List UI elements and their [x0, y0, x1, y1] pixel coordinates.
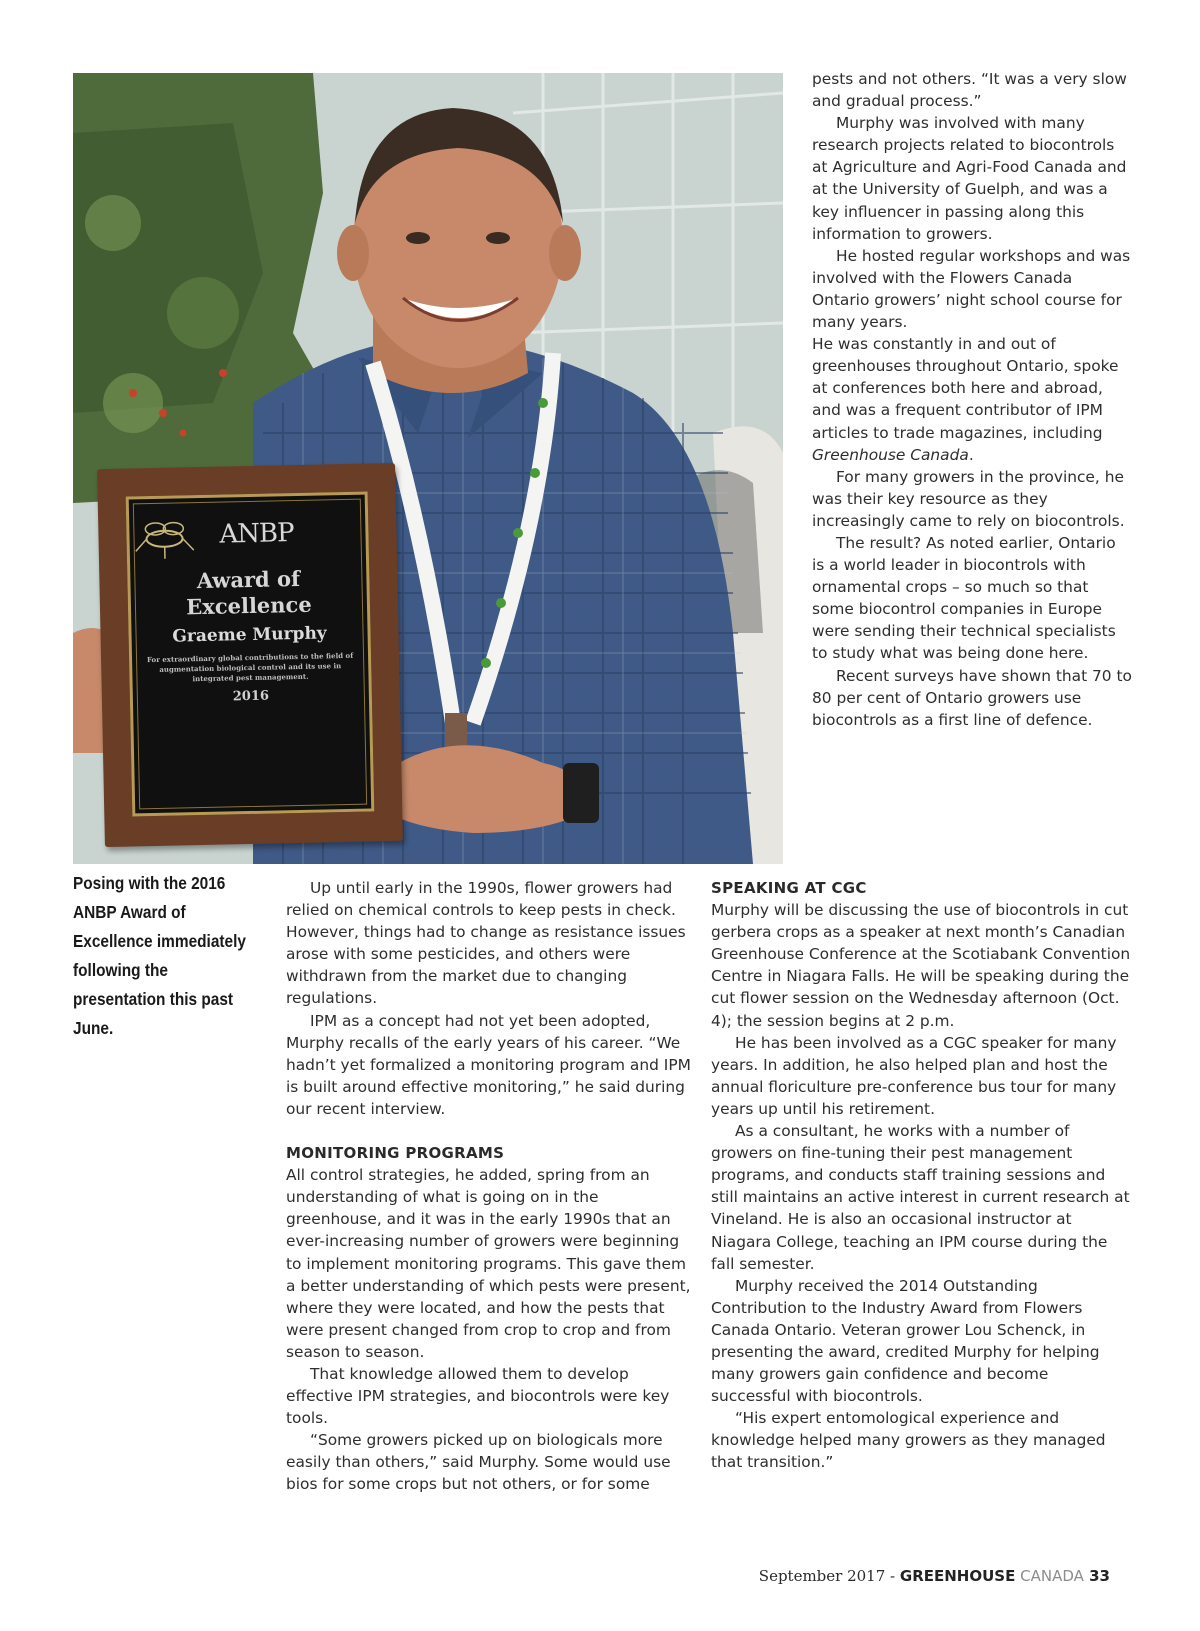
- paragraph: Murphy received the 2014 Outstanding Contribution to the Industry Award from Flowers Canada Ontario. Veteran grower Lou Schenck, in presenting the award, credited Murphy for helping many growers gain confidence and become successful with biocontrols.: [711, 1276, 1100, 1406]
- plaque-year: 2016: [232, 688, 270, 705]
- award-plaque: [97, 463, 403, 847]
- paragraph: Up until early in the 1990s, flower growers had relied on chemical controls to keep pests in check. However, things had to change as resistance issues arose with some pesticides, and others were withdrawn from the market due to changing regulations.: [286, 879, 686, 1008]
- paragraph: pests and not others. “It was a very slow and gradual process.”: [812, 70, 1127, 111]
- paragraph: He has been involved as a CGC speaker for many years. In addition, he also helped plan and host the annual floriculture pre-conference bus tour for many years up until his retirement.: [711, 1033, 1117, 1118]
- paragraph: Murphy was involved with many research projects related to biocontrols at Agriculture and Agri-Food Canada and at the University of Guelph, and was a key influencer in passing along this information to growers.: [812, 114, 1127, 243]
- paragraph: That knowledge allowed them to develop effective IPM strategies, and biocontrols were key tools.: [286, 1364, 670, 1428]
- magazine-title: Greenhouse Canada: [812, 445, 969, 464]
- column-middle: [286, 877, 698, 1496]
- plaque-citation: For extraordinary global contributions to the field of augmentation biological control and its use in integrated pest management.: [146, 650, 354, 684]
- paragraph: [812, 333, 1132, 466]
- paragraph: “His expert entomological experience and knowledge helped many growers as they managed that transition.”: [711, 1409, 1106, 1472]
- plaque-face: [126, 492, 375, 817]
- article-photo: [73, 73, 783, 864]
- paragraph: The result? As noted earlier, Ontario is a world leader in biocontrols with ornamental crops – so much so that some biocontrol companies in Europe were sending their technical specialists to study what was being done here.: [812, 533, 1116, 663]
- photo-caption: Posing with the 2016 ANBP Award of Excellence immediately following the presentation this past June.: [73, 873, 246, 1038]
- magazine-name-bold: GREENHOUSE: [899, 1567, 1016, 1585]
- spacer: [286, 1120, 698, 1142]
- magazine-name-light: CANADA: [1015, 1567, 1084, 1585]
- paragraph: Recent surveys have shown that 70 to 80 per cent of Ontario growers use biocontrols as a first line of defence.: [812, 666, 1132, 729]
- section-heading: MONITORING PROGRAMS: [286, 1144, 505, 1163]
- issue-date: September 2017 -: [758, 1567, 900, 1585]
- insect-emblem-icon: [129, 508, 200, 561]
- paragraph-text: He was constantly in and out of greenhouses throughout Ontario, spoke at conferences both here and abroad, and was a frequent contributor of IPM articles to trade magazines, including: [812, 335, 1119, 442]
- plaque-title-line2: Excellence: [186, 591, 312, 620]
- plaque-recipient-name: Graeme Murphy: [172, 623, 327, 647]
- section-heading: SPEAKING AT CGC: [711, 879, 867, 897]
- column-right: [711, 877, 1131, 1474]
- page-footer: [759, 1567, 1110, 1585]
- paragraph: IPM as a concept had not yet been adopted, Murphy recalls of the early years of his career. “We hadn’t yet formalized a monitoring program and IPM is built around effective monitoring,” he said during our recent interview.: [286, 1011, 691, 1118]
- paragraph: All control strategies, he added, spring from an understanding of what is going on in the greenhouse, and it was in the early 1990s that an ever-increasing number of growers were beginning to implement monitoring programs. This gave them a better understanding of which pests were present, where they were located, and how the pests that were present changed from crop to crop and from season to season.: [286, 1166, 691, 1361]
- page-number: 33: [1083, 1567, 1110, 1585]
- paragraph: Murphy will be discussing the use of biocontrols in cut gerbera crops as a speaker at next month’s Canadian Greenhouse Conference at the Scotiabank Convention Centre in Niagara Falls. He will be speaking during the cut flower session on the Wednesday afternoon (Oct. 4); the session begins at 2 p.m.: [711, 901, 1131, 1030]
- paragraph-text: .: [968, 445, 974, 464]
- paragraph: He hosted regular workshops and was involved with the Flowers Canada Ontario growers’ night school course for many years.: [812, 246, 1131, 332]
- column-right-top: [812, 68, 1132, 731]
- paragraph: “Some growers picked up on biologicals more easily than others,” said Murphy. Some would use bios for some crops but not others, or for some: [286, 1431, 671, 1494]
- paragraph: For many growers in the province, he was their key resource as they increasingly came to rely on biocontrols.: [812, 467, 1125, 530]
- paragraph: As a consultant, he works with a number of growers on fine-tuning their pest management programs, and conducts staff training sessions and still maintains an active interest in current research at Vineland. He is also an occasional instructor at Niagara College, teaching an IPM course during the fall semester.: [711, 1122, 1130, 1273]
- plaque-title-line1: Award of: [196, 565, 301, 594]
- anbp-logo: ANBP: [219, 518, 294, 550]
